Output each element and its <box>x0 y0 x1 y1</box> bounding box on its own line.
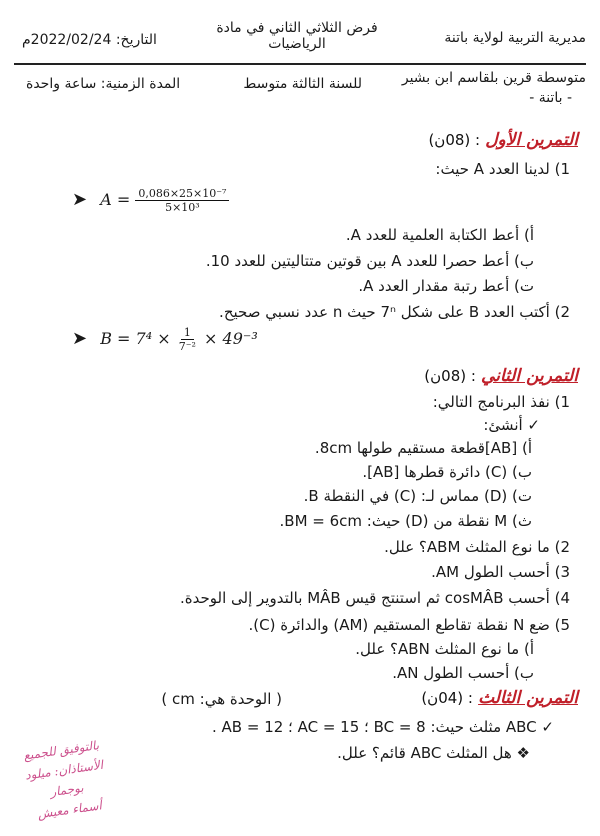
exam-title-line2: الرياضيات <box>268 36 326 52</box>
a-numerator: 0,086×25×10⁻⁷ <box>135 187 229 201</box>
teacher-signature-stamp <box>0 732 134 836</box>
ex1-expression-b <box>72 326 258 353</box>
ex1-question-2: 2) أكتب العدد B على شكل 7ⁿ حيث n عدد نسبي صحيح. <box>219 303 570 321</box>
stamp-line-2: الأستاذان: ميلود <box>24 757 104 783</box>
exercise-2-title: التمرين الثاني <box>481 366 578 386</box>
school-name: متوسطة قرين بلقاسم ابن بشير <box>401 70 586 86</box>
ex1-expression-a <box>72 187 229 214</box>
exercise-1-heading <box>428 130 578 150</box>
ex2-question-2: 2) ما نوع المثلث ABM؟ علل. <box>384 538 570 556</box>
header-divider <box>14 63 586 65</box>
class-level: للسنة الثالثة متوسط <box>243 76 362 92</box>
school-city: - باتنة - <box>529 90 572 106</box>
ex2-construct-b: ب) (C) دائرة قطرها [AB]. <box>362 463 532 481</box>
exam-title-line1: فرض الثلاثي الثاني في مادة <box>216 20 378 36</box>
ex1-question-1b: ب) أعط حصرا للعدد A بين قوتين متتاليتين للعدد 10. <box>205 252 534 270</box>
arrow-bullet-icon: ➤ <box>72 189 88 210</box>
exam-duration: المدة الزمنية: ساعة واحدة <box>26 76 181 92</box>
stamp-line-1: بالتوفيق للجميع <box>22 738 100 763</box>
b-fraction <box>176 326 199 353</box>
exercise-1-points: : (08ن) <box>428 131 481 149</box>
ex2-question-3: 3) أحسب الطول AM. <box>431 563 570 581</box>
ex2-question-4: 4) أحسب cosMÂB ثم استنتج قيس MÂB بالتدوير إلى الوحدة. <box>179 589 570 607</box>
a-fraction <box>135 187 229 214</box>
ex3-unit: ( الوحدة هي: cm ) <box>161 690 282 708</box>
b-lhs: B = 7⁴ × <box>100 329 171 348</box>
exercise-3-title: التمرين الثالث <box>478 688 578 708</box>
ex2-construct-a: أ) [AB]قطعة مستقيم طولها 8cm. <box>314 439 532 457</box>
b-numerator: 1 <box>181 326 194 340</box>
ex2-construct-d: ث) M نقطة من (D) حيث: BM = 6cm. <box>279 512 532 530</box>
a-denominator: 5×10³ <box>165 201 200 214</box>
ex2-question-5: 5) ضع N نقطة تقاطع المستقيم (AM) والدائرة (C). <box>248 616 570 634</box>
ex2-question-5b: ب) أحسب الطول AN. <box>392 664 534 682</box>
exercise-2-points: : (08ن) <box>424 367 476 385</box>
ex1-question-1a: أ) أعط الكتابة العلمية للعدد A. <box>345 226 534 244</box>
exam-date: التاريخ: 2022/02/24م <box>22 32 157 48</box>
exercise-2-heading <box>424 366 578 386</box>
exercise-3-points: : (04ن) <box>421 689 473 707</box>
b-rhs: × 49⁻³ <box>204 329 258 348</box>
ex2-construct-c: ت) (D) مماس لـ: (C) في النقطة B. <box>303 487 532 505</box>
stamp-line-4: أسماء معيش <box>36 798 103 822</box>
stamp-line-3: بوجمار <box>49 780 85 800</box>
exercise-3-heading <box>421 688 578 708</box>
ex3-question: ❖ هل المثلث ABC قائم؟ علل. <box>337 744 530 762</box>
ex1-question-1c: ت) أعط رتبة مقدار العدد A. <box>358 277 534 295</box>
ex1-question-1: 1) لدينا العدد A حيث: <box>435 160 570 178</box>
ex3-given: ✓ ABC مثلث حيث: BC = 8 ؛ AC = 15 ؛ AB = 12 . <box>211 718 554 736</box>
exercise-1-title: التمرين الأول <box>485 130 578 150</box>
b-denominator: 7⁻² <box>178 340 196 353</box>
exam-title <box>202 20 392 52</box>
directorate: مديرية التربية لولاية باتنة <box>444 30 586 46</box>
ex2-question-1: 1) نفذ البرنامج التالي: <box>432 393 570 411</box>
a-lhs: A = <box>100 190 131 209</box>
ex2-question-5a: أ) ما نوع المثلث ABN؟ علل. <box>355 640 534 658</box>
ex2-construct: ✓ أنشئ: <box>483 416 540 434</box>
arrow-bullet-icon: ➤ <box>72 328 88 349</box>
